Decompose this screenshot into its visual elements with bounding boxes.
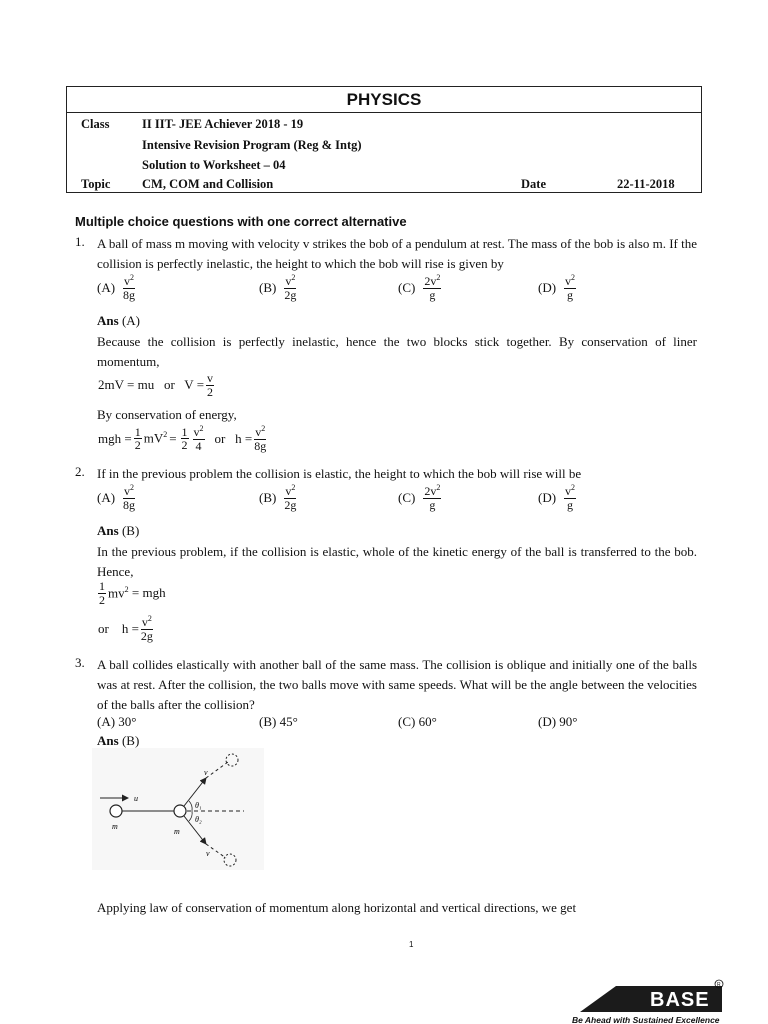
class-value: II IIT- JEE Achiever 2018 - 19 [142, 117, 304, 131]
label-v2: v [206, 849, 210, 858]
q2-number: 2. [75, 464, 85, 479]
q1-energy-equation: mgh = $\frac{1}{2}$ $mV^2$ = $\frac{1}{2}$ $v^2$ 4 or h = $\frac{v^2}{8g}$ [98, 424, 267, 453]
program-name: Intensive Revision Program (Reg & Intg) [142, 138, 362, 152]
q2-height-equation: or h = $\frac{v^2}{2g}$ [98, 614, 153, 643]
logo-tagline: Be Ahead with Sustained Excellence [572, 1015, 720, 1024]
q1-number: 1. [75, 234, 85, 249]
q2-energy-equation: 1 2 $mv^2$ = mgh [99, 579, 166, 607]
class-label: Class [81, 117, 110, 131]
topic-label: Topic [81, 177, 111, 191]
header-divider [67, 112, 701, 113]
collision-diagram [92, 748, 264, 870]
q1-momentum-equation: 2mV = mu or V = $\frac{v}{2}$ [98, 371, 214, 399]
q2-answer: Ans (B) [97, 523, 140, 538]
q1-option-a: (A) $v^2$ 8g [97, 273, 136, 302]
q3-option-b: (B) 45° [259, 714, 298, 729]
label-u: u [134, 794, 138, 803]
label-theta2: θ₂ [195, 815, 202, 824]
date-label: Date [521, 177, 546, 191]
base-logo [572, 976, 768, 1024]
q1-answer: Ans (A) [97, 313, 140, 328]
label-v1: v [204, 768, 208, 777]
q3-option-a: (A) 30° [97, 714, 137, 729]
q1-energy-text: By conservation of energy, [97, 407, 237, 422]
q2-option-c: (C) $2v^2$ g [398, 483, 441, 512]
q2-option-d: (D) $v^2$ g [538, 483, 576, 512]
label-m2: m [174, 827, 180, 836]
subject-title: PHYSICS [346, 90, 422, 109]
q1-option-d: (D) $v^2$ g [538, 273, 576, 302]
label-m1: m [112, 822, 118, 831]
date-value: 22-11-2018 [617, 177, 675, 191]
worksheet-name: Solution to Worksheet – 04 [142, 158, 286, 172]
section-title: Multiple choice questions with one correct alternative [75, 214, 407, 229]
q3-number: 3. [75, 655, 85, 670]
q2-text: If in the previous problem the collision is elastic, the height to which the bob will rise will be [97, 466, 582, 481]
q3-option-d: (D) 90° [538, 714, 578, 729]
logo-text: BASE [650, 989, 710, 1011]
label-theta1: θ₁ [195, 801, 202, 810]
q3-conclusion: Applying law of conservation of momentum along horizontal and vertical directions, we get [97, 900, 577, 915]
q2-explanation: In the previous problem, if the collision is elastic, whole of the kinetic energy of the ball is transferred to the bob. Hence, [97, 544, 697, 579]
q1-explanation: Because the collision is perfectly inelastic, hence the two blocks stick together. By conservation of liner momentum, [97, 334, 697, 369]
target-ball [174, 805, 186, 817]
header-box [66, 86, 702, 193]
page-number: 1 [409, 940, 414, 949]
q1-option-b: (B) $v^2$ 2g [259, 273, 297, 302]
q2-option-b: (B) $v^2$ 2g [259, 483, 297, 512]
q3-answer: Ans (B) [97, 733, 140, 748]
q3-text: A ball collides elastically with another ball of the same mass. The collision is oblique and initially one of the balls was at rest. After the collision, the two balls move with same speeds. What will be the angle between the velocities of the balls after the collision? [97, 657, 697, 712]
q2-option-a: (A) $v^2$ 8g [97, 483, 136, 512]
q3-option-c: (C) 60° [398, 714, 437, 729]
q1-option-c: (C) $2v^2$ g [398, 273, 441, 302]
topic-value: CM, COM and Collision [142, 177, 274, 191]
incoming-ball [110, 805, 122, 817]
registered-mark: R [717, 982, 721, 988]
q1-text: A ball of mass m moving with velocity v strikes the bob of a pendulum at rest. The mass of the bob is also m. If the collision is perfectly inelastic, the height to which the bob will rise is given by [97, 236, 697, 271]
